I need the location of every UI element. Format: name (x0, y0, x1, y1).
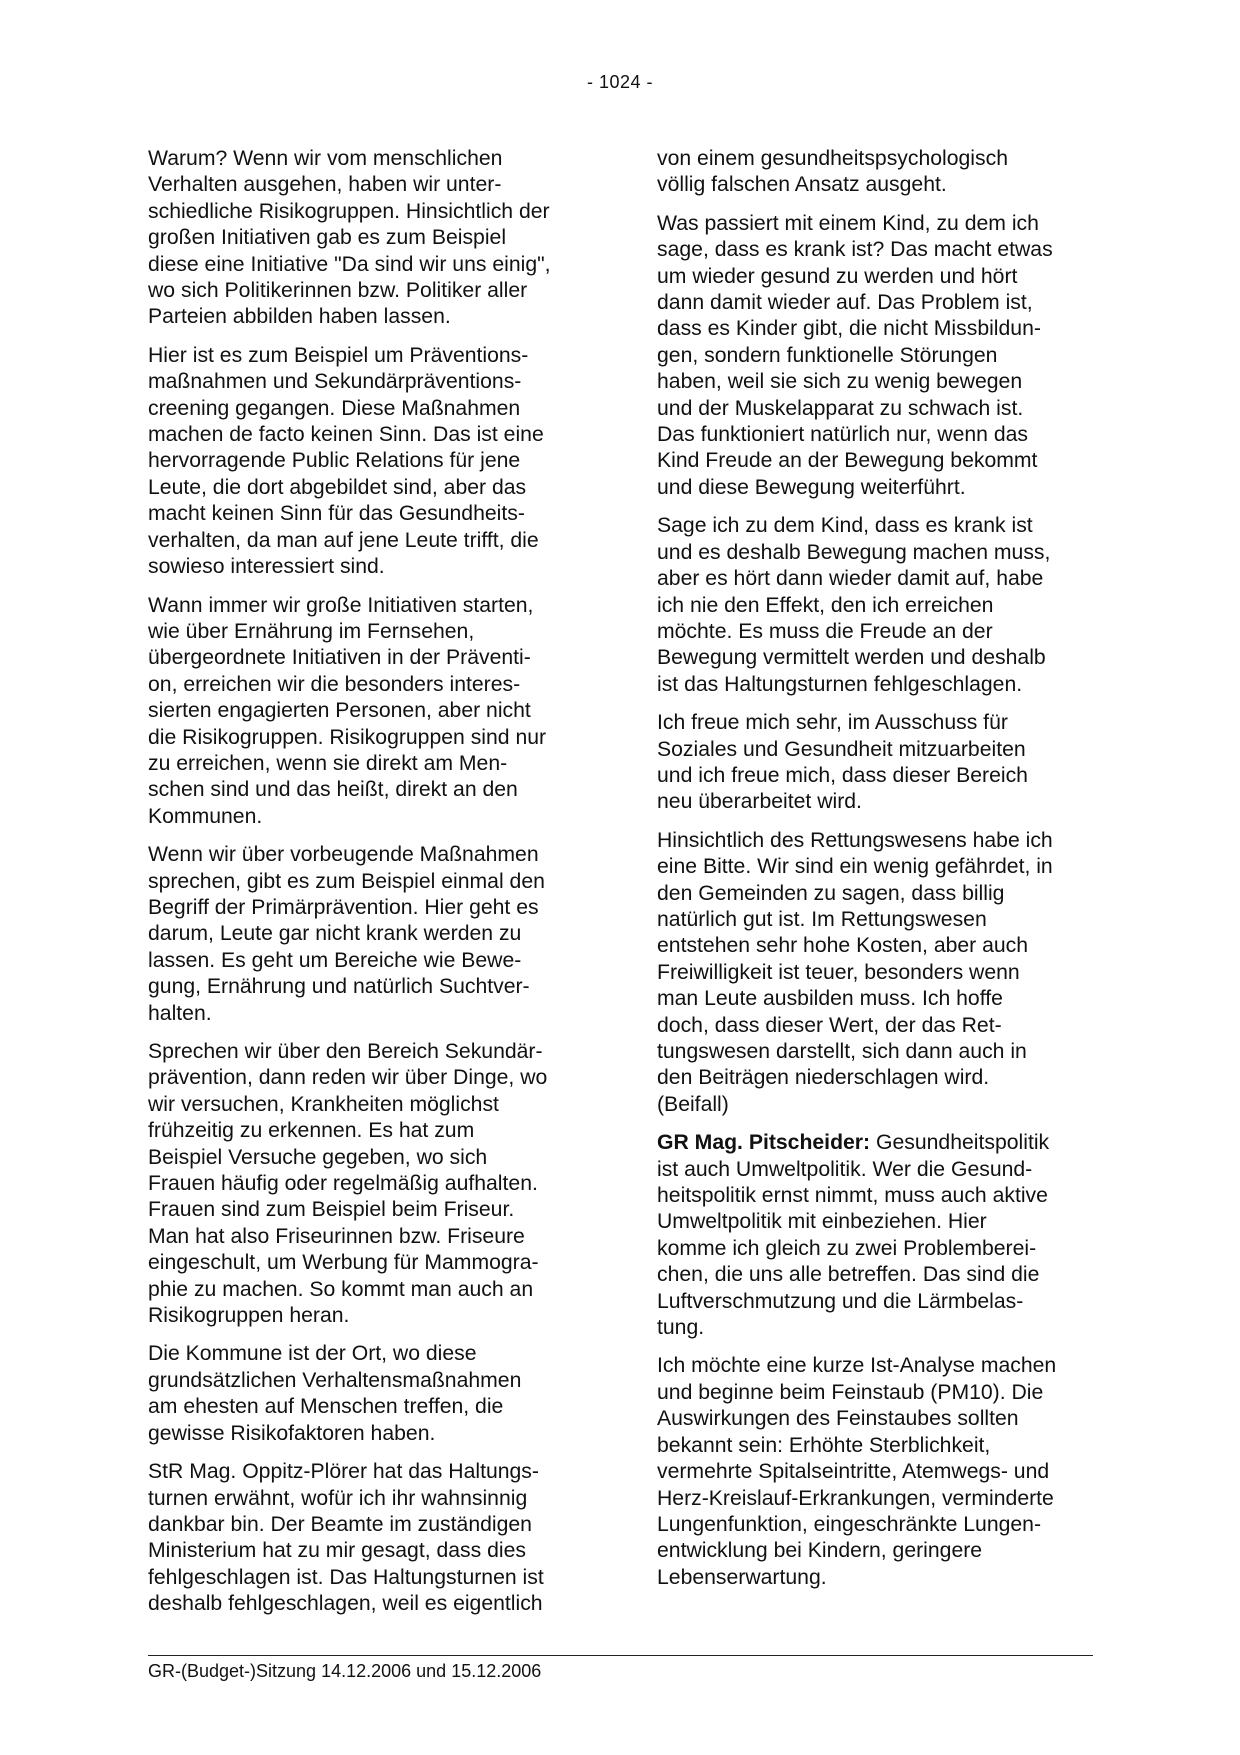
footer-divider (148, 1655, 1093, 1656)
paragraph: StR Mag. Oppitz-Plörer hat das Haltungs- turnen erwähnt, wofür ich ihr wahnsinnig dankbar bin. Der Beamte im zuständigen Ministerium hat zu mir gesagt, dass dies fehlgeschlagen ist. Das Haltungsturnen ist deshalb fehlgeschlagen, weil es eigentlich (148, 1460, 544, 1616)
paragraph: Wenn wir über vorbeugende Maßnahmen sprechen, gibt es zum Beispiel einmal den Begriff der Primärprävention. Hier geht es darum, Leute gar nicht krank werden zu lassen. Es geht um Bereiche wie Bewe- gung, Ernährung und natürlich Suchtver- halten. (148, 843, 545, 1025)
paragraph: Warum? Wenn wir vom menschlichen Verhalten ausgehen, haben wir unter- schiedliche Risikogruppen. Hinsichtlich der großen Initiativen gab es zum Beispiel diese eine Initiative "Da sind wir uns einig", wo sich Politikerinnen bzw. Politiker aller Parteien abbilden haben lassen. (148, 147, 551, 329)
page-number: - 1024 - (586, 72, 654, 92)
paragraph: von einem gesundheitspsychologisch völlig falschen Ansatz ausgeht. (657, 147, 1008, 197)
paragraph: Wann immer wir große Initiativen starten, wie über Ernährung im Fernsehen, übergeordnete Initiativen in der Präventi- on, erreichen wir die besonders interes- sierten engagierten Personen, aber nicht die Risikogruppen. Risikogruppen sind nur zu erreichen, wenn sie direkt am Men- schen sind und das heißt, direkt an den Kommunen. (148, 593, 547, 828)
speaker-name: GR Mag. Pitscheider: (657, 1131, 871, 1155)
footer-text: GR-(Budget-)Sitzung 14.12.2006 und 15.12.2006 (148, 1661, 542, 1681)
speaker-paragraph (657, 1130, 1097, 1341)
paragraph: Hinsichtlich des Rettungswesens habe ich eine Bitte. Wir sind ein wenig gefährdet, in den Gemeinden zu sagen, dass billig natürlich gut ist. Im Rettungswesen entstehen sehr hohe Kosten, aber auch Freiwilligkeit ist teuer, besonders wenn man Leute ausbilden muss. Ich hoffe doch, dass dieser Wert, der das Ret- tungswesen darstellt, sich dann auch in den Beiträgen niederschlagen wird. (Beifall) (657, 828, 1053, 1116)
speaker-text: Gesundheitspolitik ist auch Umweltpolitik. Wer die Gesund- heitspolitik ernst nimmt, muss auch aktive Umweltpolitik mit einbeziehen. Hier komme ich gleich zu zwei Problemberei- chen, die uns alle betreffen. Das sind die Luftverschmutzung und die Lärmbelas- tung. (657, 1131, 1050, 1340)
paragraph: Sage ich zu dem Kind, dass es krank ist und es deshalb Bewegung machen muss, aber es hört dann wieder damit auf, habe ich nie den Effekt, den ich erreichen möchte. Es muss die Freude an der Bewegung vermittelt werden und deshalb ist das Haltungsturnen fehlgeschlagen. (657, 514, 1051, 696)
paragraph: Die Kommune ist der Ort, wo diese grundsätzlichen Verhaltensmaßnahmen am ehesten auf Menschen treffen, die gewisse Risikofaktoren haben. (148, 1342, 522, 1445)
paragraph: Was passiert mit einem Kind, zu dem ich sage, dass es krank ist? Das macht etwas um wieder gesund zu werden und hört dann damit wieder auf. Das Problem ist, dass es Kinder gibt, die nicht Missbildun- gen, sondern funktionelle Störungen haben, weil sie sich zu wenig bewegen und der Muskelapparat zu schwach ist. Das funktioniert natürlich nur, wenn das Kind Freude an der Bewegung bekommt und diese Bewegung weiterführt. (657, 211, 1053, 499)
paragraph: Sprechen wir über den Bereich Sekundär- prävention, dann reden wir über Dinge, wo wir versuchen, Krankheiten möglichst frühzeitig zu erkennen. Es hat zum Beispiel Versuche gegeben, wo sich Frauen häufig oder regelmäßig aufhalten. Frauen sind zum Beispiel beim Friseur. Man hat also Friseurinnen bzw. Friseure eingeschult, um Werbung für Mammogra- phie zu machen. So kommt man auch an Risikogruppen heran. (148, 1040, 548, 1328)
paragraph: Ich freue mich sehr, im Ausschuss für Soziales und Gesundheit mitzuarbeiten und ich freue mich, dass dieser Bereich neu überarbeitet wird. (657, 711, 1028, 814)
paragraph: Ich möchte eine kurze Ist-Analyse machen und beginne beim Feinstaub (PM10). Die Auswirkungen des Feinstaubes sollten bekannt sein: Erhöhte Sterblichkeit, vermehrte Spitalseintritte, Atemwegs- und Herz-Kreislauf-Erkrankungen, verminderte Lungenfunktion, eingeschränkte Lungen- entwicklung bei Kindern, geringere Lebenserwartung. (657, 1354, 1057, 1589)
paragraph: Hier ist es zum Beispiel um Präventions- maßnahmen und Sekundärpräventions- creening gegangen. Diese Maßnahmen machen de facto keinen Sinn. Das ist eine hervorragende Public Relations für jene Leute, die dort abgebildet sind, aber das macht keinen Sinn für das Gesundheits- verhalten, da man auf jene Leute trifft, die sowieso interessiert sind. (148, 343, 544, 579)
left-column (148, 146, 588, 1630)
right-column (657, 146, 1097, 1603)
